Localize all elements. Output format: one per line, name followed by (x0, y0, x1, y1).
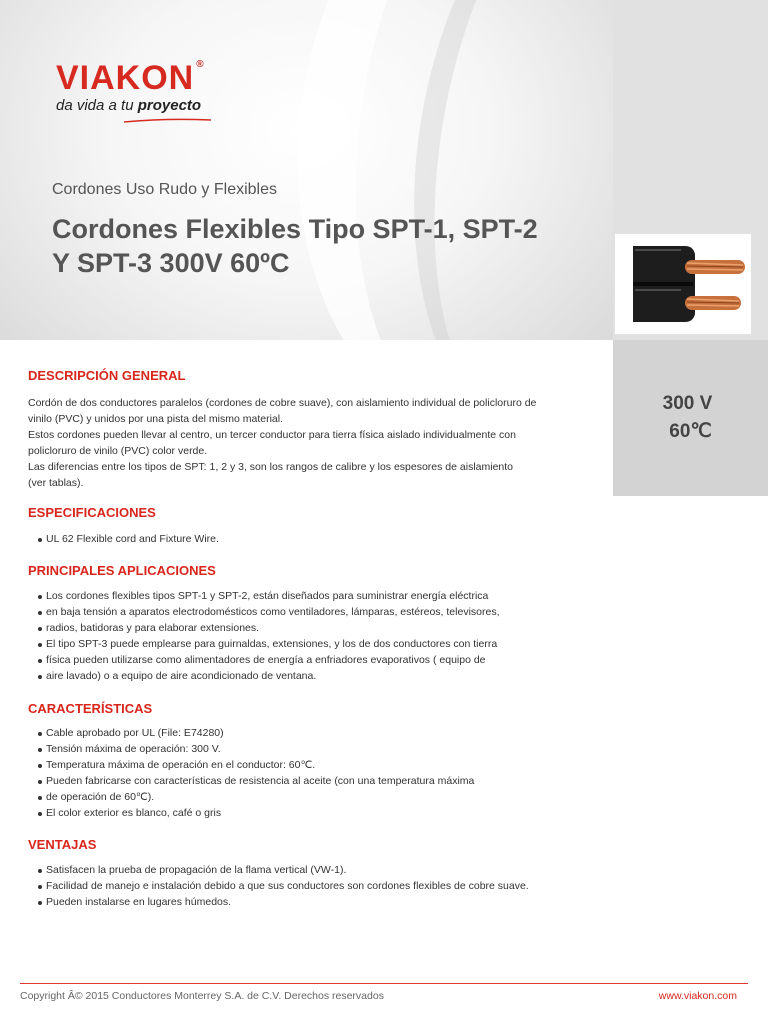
footer-website-link[interactable]: www.viakon.com (658, 990, 737, 1002)
list-item: Los cordones flexibles tipos SPT-1 y SPT-2, están diseñados para suministrar energía eléctrica (28, 588, 500, 604)
list-item: El color exterior es blanco, café o gris (28, 805, 474, 821)
text-line: Las diferencias entre los tipos de SPT: 1, 2 y 3, son los rangos de calibre y los espesores de aislamiento (28, 461, 514, 473)
aplicaciones-list (28, 588, 500, 684)
list-item: Satisfacen la prueba de propagación de la flama vertical (VW-1). (28, 862, 529, 878)
text-line: Cordón de dos conductores paralelos (cordones de cobre suave), con aislamiento individual de policloruro de (28, 397, 537, 409)
tagline-emphasis: proyecto (137, 97, 202, 114)
text-line: (ver tablas). (28, 477, 84, 489)
list-item: Pueden instalarse en lugares húmedos. (28, 894, 529, 910)
title-line-1: Cordones Flexibles Tipo SPT-1, SPT-2 (52, 214, 538, 244)
list-item: radios, batidoras y para elaborar extensiones. (28, 620, 500, 636)
section-heading-caracteristicas: CARACTERÍSTICAS (28, 701, 153, 716)
text-line: vinilo (PVC) y unidos por una pista del mismo material. (28, 413, 284, 425)
section-heading-aplicaciones: PRINCIPALES APLICACIONES (28, 563, 216, 578)
tagline-underline-icon (84, 118, 212, 123)
ventajas-list (28, 862, 529, 910)
descripcion-text (28, 395, 588, 491)
list-item: Tensión máxima de operación: 300 V. (28, 741, 474, 757)
caracteristicas-list (28, 725, 474, 821)
especificaciones-list (28, 531, 219, 547)
text-line: Estos cordones pueden llevar al centro, un tercer conductor para tierra física aislado individualmente con (28, 429, 516, 441)
logo-wordmark: VIAKON (56, 59, 195, 97)
cable-image-icon (615, 234, 751, 334)
footer-divider (20, 983, 748, 984)
registered-mark: ® (196, 59, 205, 70)
list-item: Facilidad de manejo e instalación debido a que sus conductores son cordones flexibles de cobre suave. (28, 878, 529, 894)
title-line-2: Y SPT-3 300V 60ºC (52, 248, 290, 278)
temperature-rating: 60℃ (669, 421, 712, 442)
text-line: policloruro de vinilo (PVC) color verde. (28, 445, 208, 457)
list-item: de operación de 60℃). (28, 789, 474, 805)
list-item: El tipo SPT-3 puede emplearse para guirnaldas, extensiones, y los de dos conductores con tierra (28, 636, 500, 652)
category-label: Cordones Uso Rudo y Flexibles (52, 181, 277, 198)
list-item: UL 62 Flexible cord and Fixture Wire. (28, 531, 219, 547)
list-item: Temperatura máxima de operación en el conductor: 60℃. (28, 757, 474, 773)
logo-tagline (56, 98, 205, 114)
tagline-prefix: da vida a tu (56, 97, 134, 114)
list-item: física pueden utilizarse como alimentadores de energía a enfriadores evaporativos ( equipo de (28, 652, 500, 668)
list-item: Cable aprobado por UL (File: E74280) (28, 725, 474, 741)
list-item: aire lavado) o a equipo de aire acondicionado de ventana. (28, 668, 500, 684)
footer-copyright: Copyright Â© 2015 Conductores Monterrey S.A. de C.V. Derechos reservados (20, 990, 384, 1002)
viakon-logo (56, 58, 205, 114)
rating-panel (613, 340, 768, 496)
section-heading-ventajas: VENTAJAS (28, 837, 97, 852)
section-heading-especificaciones: ESPECIFICACIONES (28, 505, 156, 520)
product-photo (615, 234, 751, 334)
section-heading-descripcion: DESCRIPCIÓN GENERAL (28, 368, 186, 383)
list-item: en baja tensión a aparatos electrodomésticos como ventiladores, lámparas, estéreos, televisores, (28, 604, 500, 620)
list-item: Pueden fabricarse con características de resistencia al aceite (con una temperatura máxima (28, 773, 474, 789)
page-title (52, 212, 592, 280)
voltage-rating: 300 V (662, 393, 713, 414)
